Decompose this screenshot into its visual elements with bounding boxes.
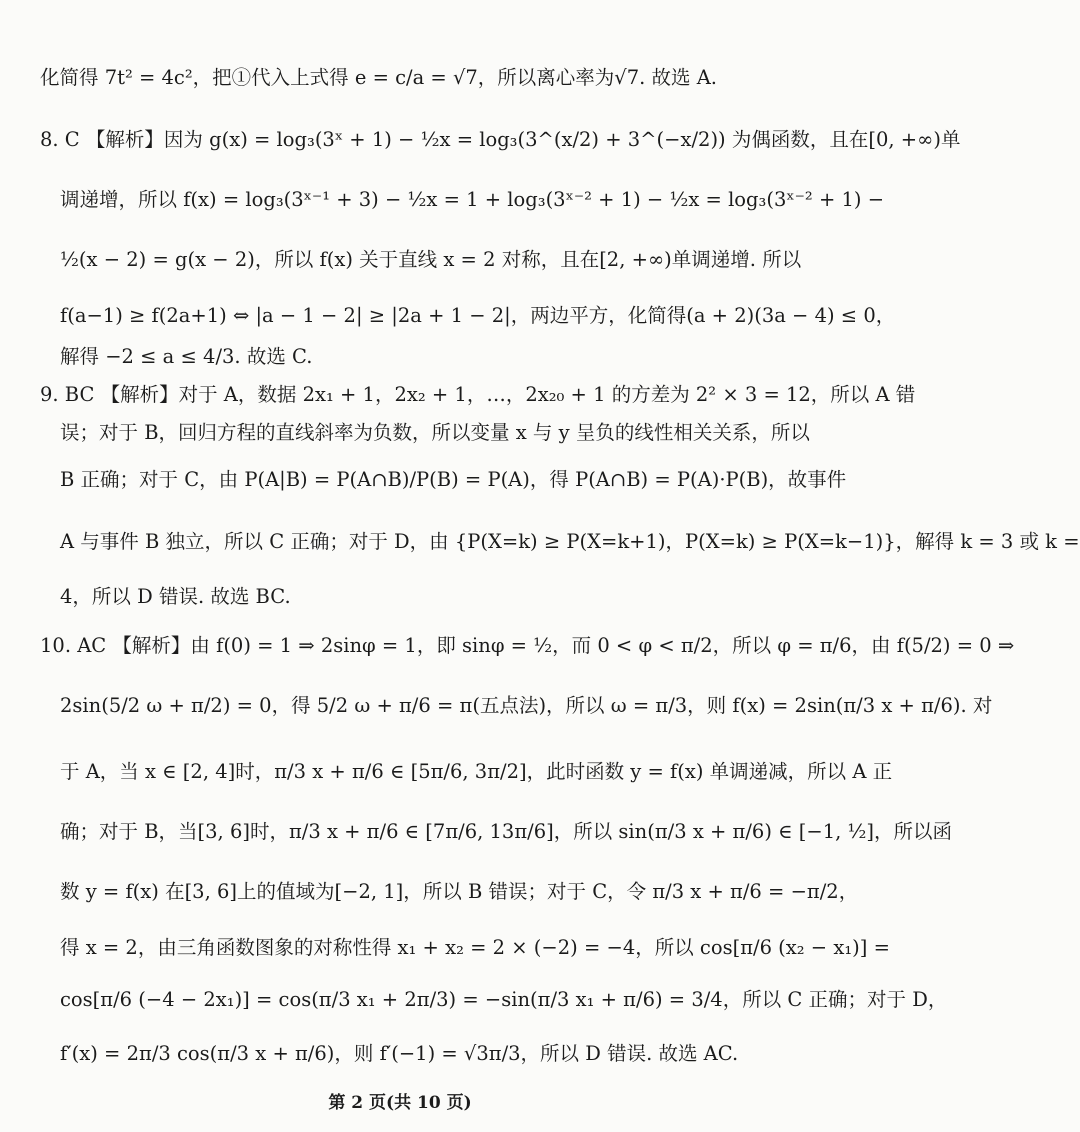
text-line-3: 调递增，所以 f(x) = log₃(3ˣ⁻¹ + 3) − ½x = 1 + log₃(3ˣ⁻² + 1) − ½x = log₃(3ˣ⁻² + 1) − (60, 188, 885, 211)
page-number-footer: 第 2 页(共 10 页) (328, 1093, 472, 1113)
text-line-15: 确；对于 B，当[3, 6]时，π/3 x + π/6 ∈ [7π/6, 13π/6]，所以 sin(π/3 x + π/6) ∈ [−1, ½]，所以函 (60, 820, 953, 843)
text-line-10: A 与事件 B 独立，所以 C 正确；对于 D，由 {P(X=k) ≥ P(X=k+1)，P(X=k) ≥ P(X=k−1)}，解得 k = 3 或 k = (60, 530, 1080, 553)
text-line-14: 于 A，当 x ∈ [2, 4]时，π/3 x + π/6 ∈ [5π/6, 3π/2]，此时函数 y = f(x) 单调递减，所以 A 正 (60, 760, 893, 783)
text-line-6: 解得 −2 ≤ a ≤ 4/3. 故选 C. (60, 345, 313, 368)
text-line-12: 10. AC 【解析】由 f(0) = 1 ⇒ 2sinφ = 1，即 sinφ = ½，而 0 < φ < π/2，所以 φ = π/6，由 f(5/2) = 0 ⇒ (40, 634, 1015, 657)
text-line-19: f′(x) = 2π/3 cos(π/3 x + π/6)，则 f′(−1) = √3π/3，所以 D 错误. 故选 AC. (60, 1042, 739, 1065)
text-line-16: 数 y = f(x) 在[3, 6]上的值域为[−2, 1]，所以 B 错误；对于 C，令 π/3 x + π/6 = −π/2， (60, 880, 859, 903)
text-line-7: 9. BC 【解析】对于 A，数据 2x₁ + 1，2x₂ + 1，…，2x₂₀ + 1 的方差为 2² × 3 = 12，所以 A 错 (40, 383, 916, 406)
text-line-13: 2sin(5/2 ω + π/2) = 0，得 5/2 ω + π/6 = π(五点法)，所以 ω = π/3，则 f(x) = 2sin(π/3 x + π/6). 对 (60, 694, 993, 717)
text-line-11: 4，所以 D 错误. 故选 BC. (60, 585, 291, 608)
text-line-2: 8. C 【解析】因为 g(x) = log₃(3ˣ + 1) − ½x = log₃(3^(x/2) + 3^(−x/2)) 为偶函数，且在[0, +∞)单 (40, 128, 961, 151)
text-line-1: 化简得 7t² = 4c²，把①代入上式得 e = c/a = √7，所以离心率为√7. 故选 A. (40, 66, 718, 89)
text-line-17: 得 x = 2，由三角函数图象的对称性得 x₁ + x₂ = 2 × (−2) = −4，所以 cos[π/6 (x₂ − x₁)] = (60, 936, 890, 959)
text-line-9: B 正确；对于 C，由 P(A|B) = P(A∩B)/P(B) = P(A)，得 P(A∩B) = P(A)·P(B)，故事件 (60, 468, 847, 491)
text-line-5: f(a−1) ≥ f(2a+1) ⇔ |a − 1 − 2| ≥ |2a + 1 − 2|，两边平方，化简得(a + 2)(3a − 4) ≤ 0， (60, 304, 896, 327)
text-line-8: 误；对于 B，回归方程的直线斜率为负数，所以变量 x 与 y 呈负的线性相关关系，所以 (60, 421, 810, 444)
text-line-4: ½(x − 2) = g(x − 2)，所以 f(x) 关于直线 x = 2 对称，且在[2, +∞)单调递增. 所以 (60, 248, 802, 271)
text-line-18: cos[π/6 (−4 − 2x₁)] = cos(π/3 x₁ + 2π/3) = −sin(π/3 x₁ + π/6) = 3/4，所以 C 正确；对于 D， (60, 988, 948, 1011)
